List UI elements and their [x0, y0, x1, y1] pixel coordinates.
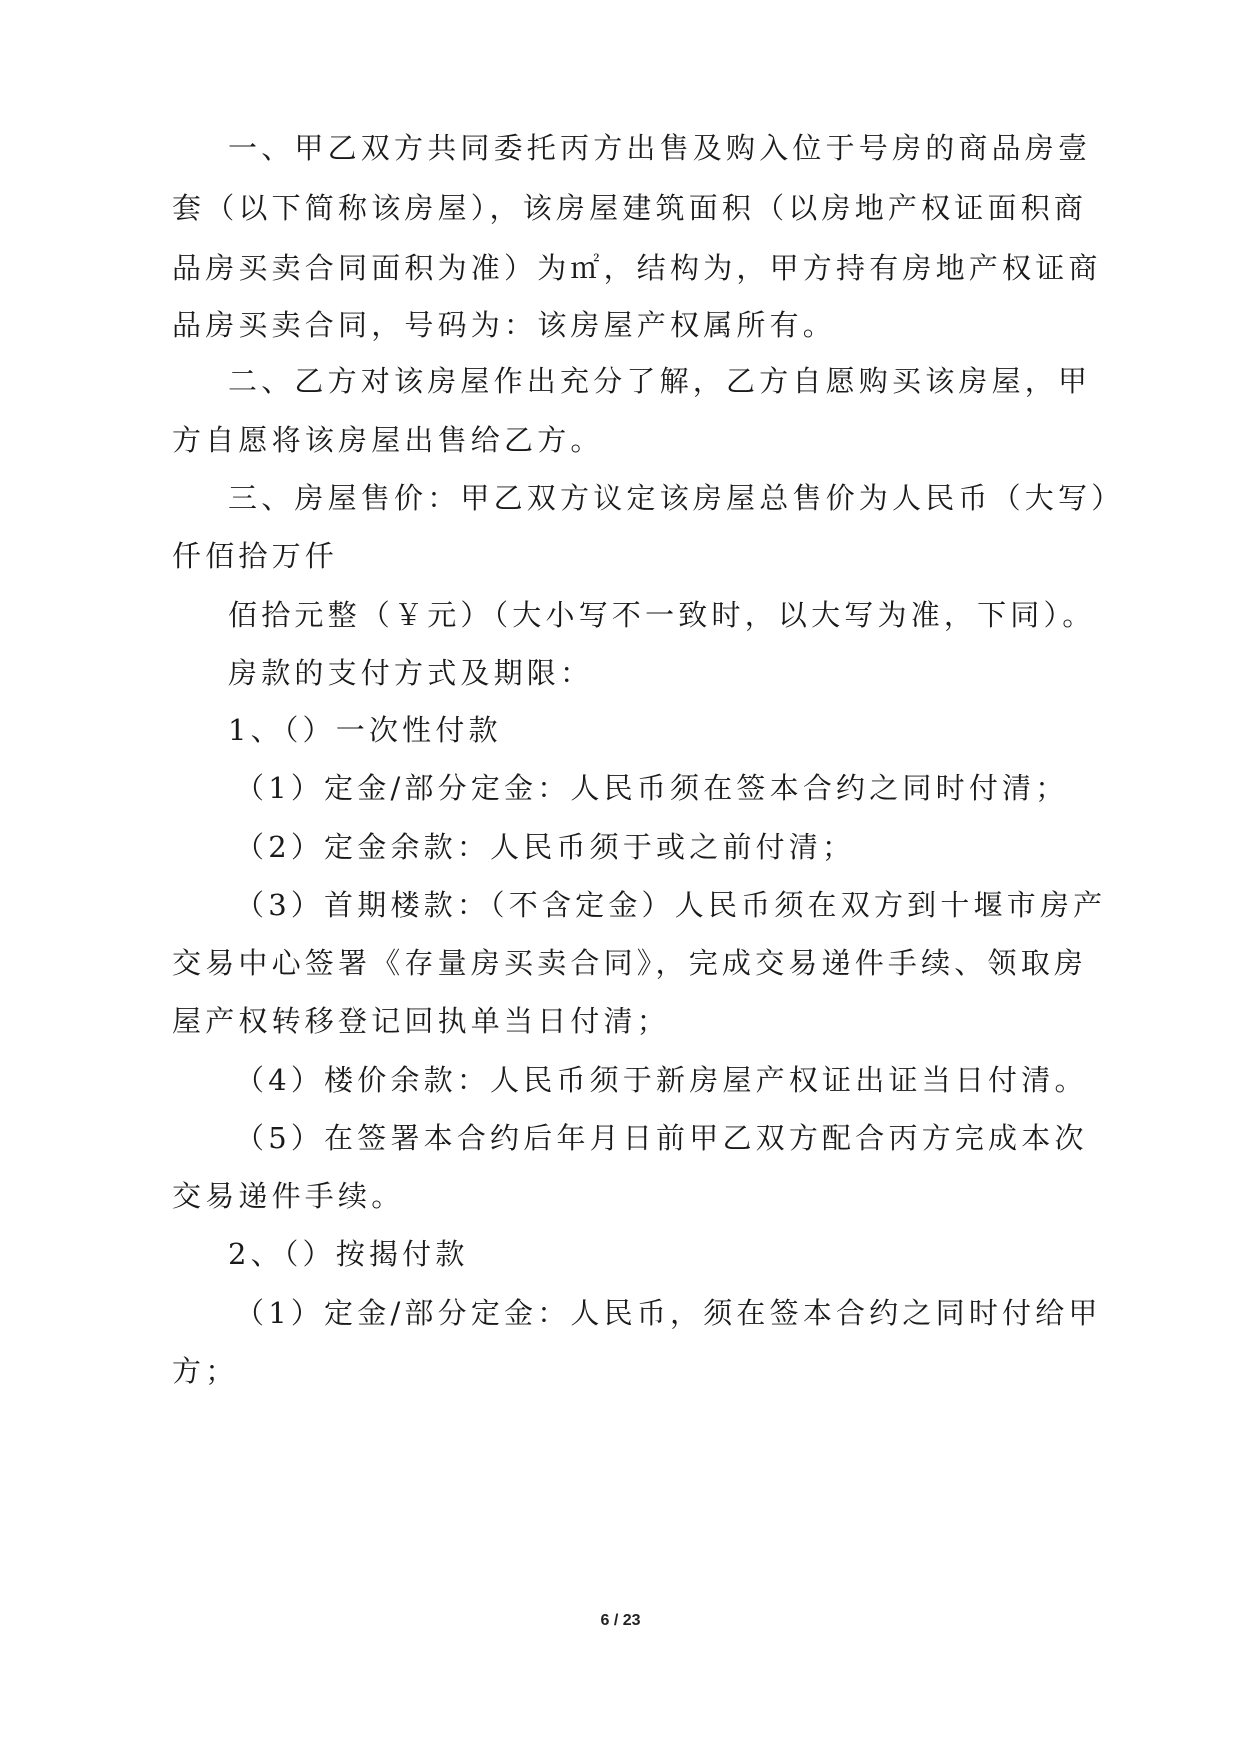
paragraph-line: 屋产权转移登记回执单当日付清；: [172, 1004, 671, 1038]
paragraph-line: 仟佰拾万仟: [172, 539, 339, 573]
paragraph-line: （2）定金余款：人民币须于或之前付清；: [235, 830, 856, 864]
paragraph-line: 方；: [172, 1354, 239, 1388]
paragraph-line: 佰拾元整（￥元）（大小写不一致时，以大写为准，下同）。: [228, 598, 1096, 632]
paragraph-line: 交易递件手续。: [172, 1179, 405, 1213]
paragraph-line: （3）首期楼款：（不含定金）人民币须在双方到十堰市房产: [235, 888, 1107, 922]
paragraph-line: 品房买卖合同面积为准）为㎡，结构为，甲方持有房地产权证商: [172, 251, 1102, 285]
paragraph-line: 品房买卖合同，号码为：该房屋产权属所有。: [172, 308, 837, 342]
paragraph-line: （1）定金/部分定金：人民币须在签本合约之同时付清；: [235, 771, 1069, 805]
paragraph-line: 交易中心签署《存量房买卖合同》，完成交易递件手续、领取房: [172, 946, 1088, 980]
paragraph-line: 套（以下简称该房屋），该房屋建筑面积（以房地产权证面积商: [172, 191, 1088, 225]
paragraph-line: 房款的支付方式及期限：: [228, 656, 594, 690]
page-number: 6 / 23: [600, 1612, 641, 1629]
paragraph-line: （1）定金/部分定金：人民币，须在签本合约之同时付给甲: [235, 1296, 1102, 1330]
paragraph-line: 方自愿将该房屋出售给乙方。: [172, 423, 604, 457]
paragraph-line: 1、（）一次性付款: [228, 713, 502, 747]
paragraph-line: 一、甲乙双方共同委托丙方出售及购入位于号房的商品房壹: [228, 131, 1092, 165]
paragraph-line: （5）在签署本合约后年月日前甲乙双方配合丙方完成本次: [235, 1121, 1088, 1155]
paragraph-line: 二、乙方对该房屋作出充分了解，乙方自愿购买该房屋，甲: [228, 364, 1092, 398]
paragraph-line: 2、（）按揭付款: [228, 1237, 469, 1271]
paragraph-line: （4）楼价余款：人民币须于新房屋产权证出证当日付清。: [235, 1063, 1088, 1097]
paragraph-line: 三、房屋售价：甲乙双方议定该房屋总售价为人民币（大写）: [228, 481, 1125, 515]
